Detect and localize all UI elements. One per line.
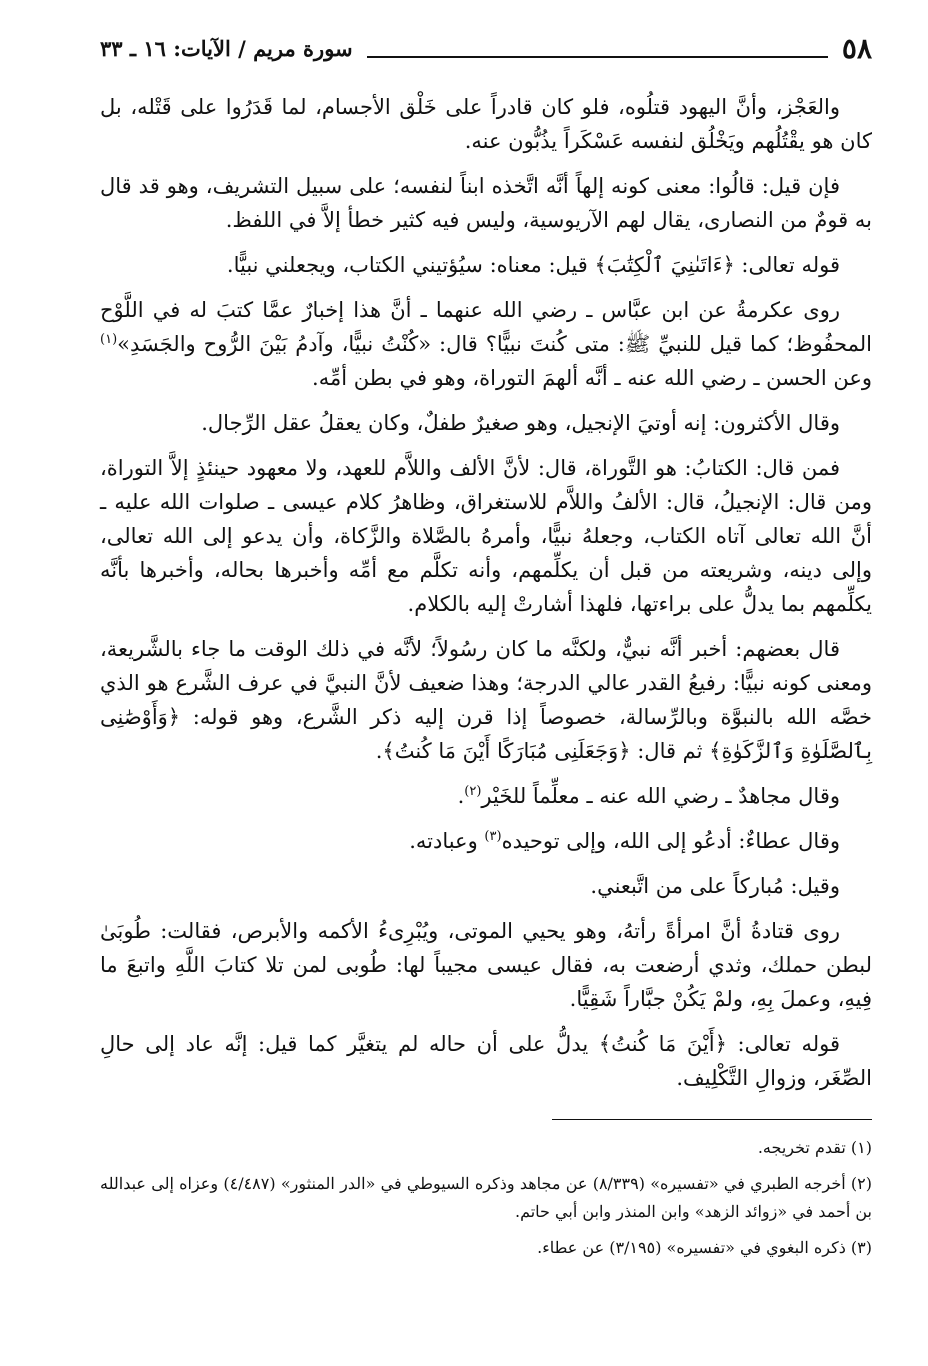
paragraph: روى قتادةُ أنَّ امرأةً رأتهُ، وهو يحيي الموتى، ويُبْرِىءُ الأكمه والأبرص، فقالت: طُوبَىٰ لبطن حملك، وثدي أرضعت به، فقال عيسى مجيباً لها: طُوبى لمن تلا كتابَ اللَّهِ واتبعَ ما فِيهِ، وعملَ بِهِ، ولمْ يَكُنْ جبَّاراً شَقِيًّا. [100,919,872,1011]
paragraph: روى عكرمةُ عن ابن عبَّاس ـ رضي الله عنهما ـ أنَّ هذا إخبارٌ عمَّا كتبَ له في اللَّوْح المحفُوظ؛ كما قيل للنبيِّ ﷺ: متى كُنتَ نبيًّا؟ قال: «كُنْتُ نبيًّا، وآدمُ بَيْنَ الرُّوح والجَسَدِ»$^{(١)}$ وعن الحسن ـ رضي الله عنه ـ أنَّه ألهمَ التوراة، وهو في بطن أمِّه. [100,298,872,390]
paragraph: فإن قيل: قالُوا: معنى كونه إلهاً أنَّه اتَّخذه ابناً لنفسه؛ على سبيل التشريف، وهو قد قال به قومٌ من النصارى، يقال لهم الآريوسية، وليس فيه كثير خطأ إلاَّ في اللفظ. [100,174,872,232]
paragraph: قوله تعالى: ﴿ءَاتَىٰنِيَ ٱلْكِتَٰبَ﴾ قيل: معناه: سيُؤتيني الكتاب، ويجعلني نبيًّا. [226,253,840,277]
footnote-divider [552,1119,872,1120]
paragraph: والعَجْز، وأنَّ اليهود قتلُوه، فلو كان قادراً على خَلْق الأجسام، لما قَدَرُوا على قَتْله، بل كان هو يقْتُلُهم ويَخْلُق لنفسه عَسْكَراً يذُبُّون عنه. [100,95,872,153]
footnote: (٣) ذكره البغوي في «تفسيره» (٣/١٩٥) عن عطاء. [537,1238,872,1257]
footnote-marker: (٣) [484,829,502,844]
paragraph: وقال مجاهدٌ ـ رضي الله عنه ـ معلِّماً للخَيْر$^{(٢)}$. [457,784,840,808]
footnote-marker: (٢) [464,784,482,799]
footnotes [100,1134,872,1262]
paragraph: وقيل: مُباركاً على من اتَّبعني. [590,874,840,898]
paragraph: وقال عطاءٌ: أدعُو إلى الله، وإلى توحيده$^{(٣)}$ وعبادته. [409,829,840,853]
page-number: ٥٨ [841,31,872,65]
footnote: (١) تقدم تخريجه. [757,1138,872,1157]
paragraph: قال بعضهم: أخبر أنَّه نبيٌّ، ولكنَّه ما كان رسُولاً؛ لأنَّه في ذلك الوقت ما جاء بالشَّريعة، ومعنى كونه نبيًّا: رفيعُ القدر عالي الدرجة؛ وهذا ضعيف لأنَّ النبيَّ في عرف الشَّرع هو الذي خصَّه الله بالنبوَّة وبالرِّسالة، خصوصاً إذا قرن إليه ذكر الشَّرع، وهو قوله: ﴿وَأَوْصَٰنِى بِٱلصَّلَوٰةِ وَٱلزَّكَوٰةِ﴾ ثم قال: ﴿وَجَعَلَنِى مُبَارَكًا أَيْنَ مَا كُنتُ﴾. [100,637,872,763]
running-title: سورة مريم / الآيات: ١٦ ـ ٣٣ [100,35,353,61]
paragraph: قوله تعالى: ﴿أَيْنَ مَا كُنتُ﴾ يدلُّ على أن حاله لم يتغيَّر كما قيل: إنَّه عاد إلى حالِ الصِّغَر، وزوالِ التَّكْلِيف. [100,1032,872,1090]
paragraph: وقال الأكثرون: إنه أوتيَ الإنجيل، وهو صغيرٌ طفلٌ، وكان يعقلُ عقل الرِّجال. [201,411,840,435]
footnote-marker: (١) [100,332,118,347]
header-rule [367,56,828,58]
page-header [100,28,872,68]
paragraph: فمن قال: الكتابُ: هو التَّوراة، قال: لأنَّ الألف واللاَّم للعهد، ولا معهود حينئذٍ إلاَّ التوراة، ومن قال: الإنجيلُ، قال: الألفُ واللاَّم للاستغراق، وظاهرُ كلام عيسى ـ صلوات الله عليه ـ أنَّ الله تعالى آتاه الكتاب، وجعلهُ نبيًّا، وأمرهُ بالصَّلاة والزَّكاة، وأن يدعو إلى الله تعالى، وإلى دينه، وشريعته من قبل أن يكلِّمهم، وأنه تكلَّم مع أمِّه وأخبرها بحاله، وأخبرها بأنَّه يكلِّمهم بما يدلُّ على براءتها، فلهذا أشارتْ إليه بالكلام. [100,456,872,616]
main-text [100,90,872,1095]
footnote: (٢) أخرجه الطبري في «تفسيره» (٨/٣٣٩) عن مجاهد وذكره السيوطي في «الدر المنثور» (٤/٤٨٧) وعزاه إلى عبدالله بن أحمد في «زوائد الزهد» وابن المنذر وابن أبي حاتم. [100,1174,873,1221]
